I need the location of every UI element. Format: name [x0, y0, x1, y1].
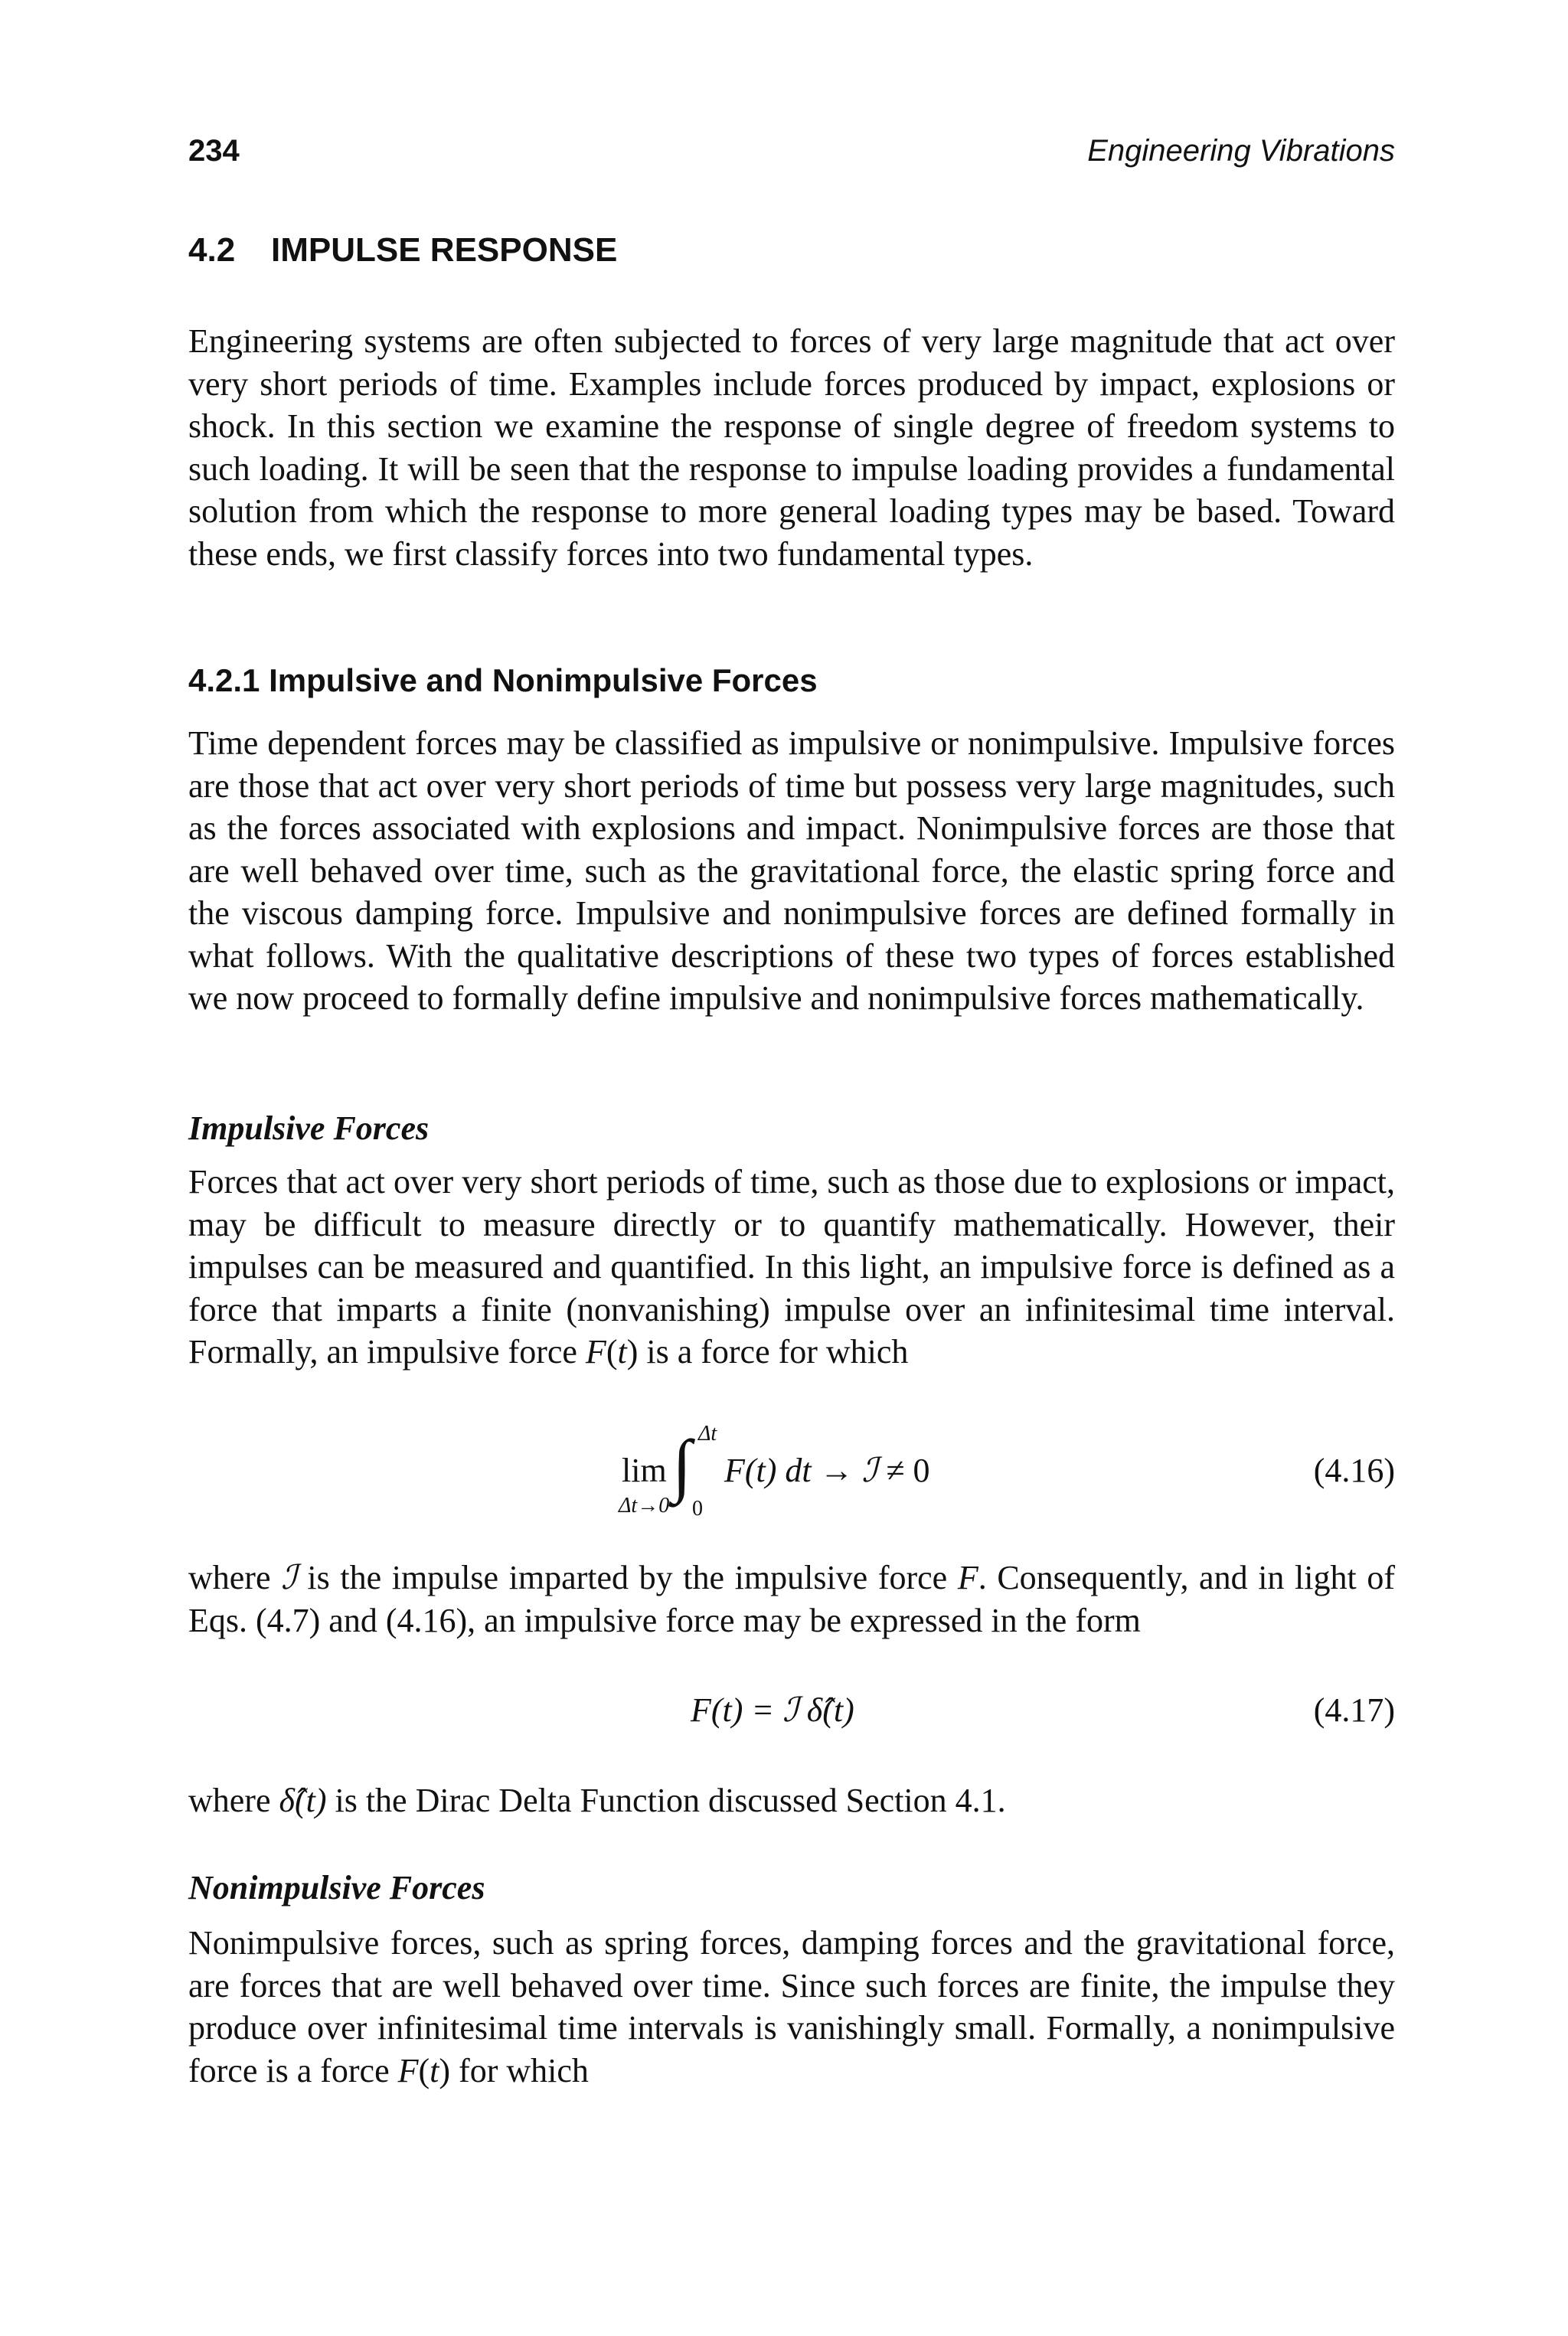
equation-4-16 — [188, 1420, 1395, 1520]
impulsive-paragraph-lead: Forces that act over very short periods of time, such as those due to explosions or impact, may be difficult to measure directly or to quantify mathematically. However, their impulses can be measured and quantified. In this light, an impulsive force is defined as a force that imparts a finite (nonvanishing) impulse over an infinitesimal time interval. Formally, an impulsive force — [188, 1163, 1395, 1371]
impulse-symbol-inline: ℐ — [281, 1558, 297, 1597]
book-title: Engineering Vibrations — [1087, 134, 1395, 168]
integral-sign: ∫ — [672, 1426, 692, 1504]
impulse-symbol-eq: ℐ — [782, 1691, 799, 1730]
section-title: IMPULSE RESPONSE — [271, 231, 618, 269]
equation-4-17-body — [691, 1691, 854, 1730]
delta-rest: is the Dirac Delta Function discussed Section 4.1. — [326, 1782, 1006, 1819]
where-middle: is the impulse imparted by the impulsive force — [296, 1559, 958, 1596]
nonimpulsive-forces-heading: Nonimpulsive Forces — [188, 1869, 485, 1906]
impulsive-forces-heading: Impulsive Forces — [188, 1109, 430, 1147]
equation-number-4-17: (4.17) — [1313, 1691, 1395, 1729]
impulse-symbol: ℐ — [861, 1451, 878, 1490]
subsection-paragraph: Time dependent forces may be classified as impulsive or nonimpulsive. Impulsive forces are those that act over very short periods of time but possess very large magnitudes, such as the forces associated with explosions and impact. Nonimpulsive forces are those that are well behaved over time, such as the gravitational force, the elastic spring force and the viscous damping force. Impulsive and nonimpulsive forces are defined formally in what follows. With the qualitative descriptions of these two types of forces established we now proceed to formally define impulsive and nonimpulsive forces mathematically. — [188, 724, 1395, 1017]
integral-upper-limit: Δt — [698, 1422, 717, 1446]
integral-lower-limit: 0 — [692, 1497, 703, 1521]
paren-open-nonimpulsive: ( — [418, 2051, 430, 2089]
force-lhs: F(t) = — [691, 1691, 783, 1729]
limit-subscript: Δt→0 — [619, 1494, 670, 1518]
impulse-definition-paragraph — [188, 1557, 1395, 1642]
nonimpulsive-paragraph-tail: ) for which — [439, 2051, 589, 2089]
section-heading — [188, 231, 617, 270]
delta-function: δ̂(t) — [798, 1691, 854, 1729]
paren-open: ( — [606, 1333, 618, 1371]
time-variable-nonimpulsive: t — [430, 2051, 439, 2089]
impulsive-forces-paragraph — [188, 1161, 1395, 1374]
equation-4-16-body — [724, 1451, 929, 1490]
page-number: 234 — [188, 134, 240, 168]
force-symbol-inline: F — [957, 1559, 978, 1596]
force-symbol: F — [585, 1333, 606, 1371]
running-head — [188, 134, 1395, 174]
section-number: 4.2 — [188, 231, 236, 269]
impulsive-paragraph-tail: ) is a force for which — [626, 1333, 909, 1371]
where-prefix: where — [188, 1559, 282, 1596]
where-rest: . Consequently, and in light of Eqs. (4.7) and (4.16), an impulsive force may be expressed in the form — [188, 1559, 1395, 1639]
limit-operator: lim — [622, 1452, 667, 1489]
subsection-heading: 4.2.1 Impulsive and Nonimpulsive Forces — [188, 662, 818, 698]
delta-prefix: where — [188, 1782, 279, 1819]
time-variable: t — [617, 1333, 627, 1371]
nonimpulsive-paragraph-lead: Nonimpulsive forces, such as spring forces, damping forces and the gravitational force, are forces that are well behaved over time. Since such forces are finite, the impulse they produce over infinitesimal time intervals is vanishingly small. Formally, a nonimpulsive force is a force — [188, 1924, 1395, 2089]
equation-4-17 — [188, 1677, 1395, 1746]
equation-number-4-16: (4.16) — [1313, 1452, 1395, 1489]
integrand: F(t) dt → — [724, 1452, 862, 1489]
not-equal-zero: ≠ 0 — [877, 1452, 930, 1489]
section-intro-paragraph: Engineering systems are often subjected to forces of very large magnitude that act over very short periods of time. Examples include forces produced by impact, explosions or shock. In this section we examine the response of single degree of freedom systems to such loading. It will be seen that the response to impulse loading provides a fundamental solution from which the response to more general loading types may be based. Toward these ends, we first classify forces into two fundamental types. — [188, 322, 1395, 573]
dirac-delta-sentence — [188, 1779, 1395, 1822]
force-symbol-nonimpulsive: F — [397, 2051, 419, 2089]
nonimpulsive-forces-paragraph — [188, 1922, 1395, 2092]
delta-symbol-inline: δ̂(t) — [279, 1782, 327, 1819]
